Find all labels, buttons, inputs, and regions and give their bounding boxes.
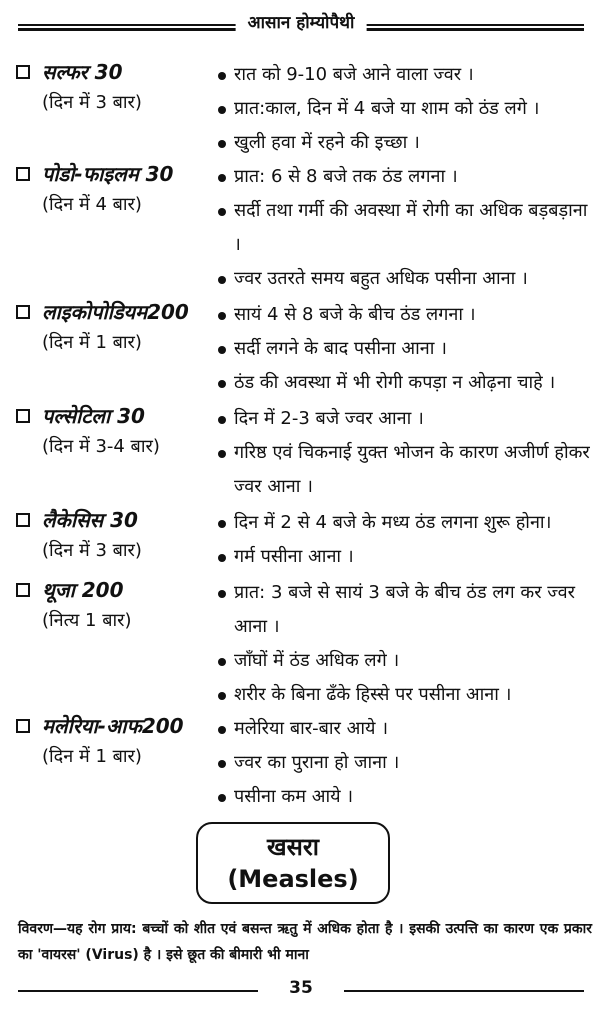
checkbox-icon — [16, 65, 30, 79]
remedy-dosage: (दिन में 1 बार) — [42, 746, 142, 767]
description-paragraph — [18, 916, 592, 968]
remedy-dosage: (दिन में 3-4 बार) — [42, 436, 160, 457]
checkbox-icon — [16, 513, 30, 527]
bullet-icon — [218, 72, 226, 80]
symptom-item: ज्वर उतरते समय बहुत अधिक पसीना आना । — [218, 262, 598, 296]
bullet-icon — [218, 658, 226, 666]
remedy-name: लाइकोपोडियम200 — [16, 298, 189, 325]
bullet-icon — [218, 276, 226, 284]
symptom-item: सर्दी तथा गर्मी की अवस्था में रोगी का अधिक बड़बड़ाना । — [218, 194, 598, 262]
remedy-dosage: (दिन में 3 बार) — [42, 540, 142, 561]
symptom-list — [218, 298, 598, 400]
bullet-icon — [218, 106, 226, 114]
symptom-item: सायं 4 से 8 बजे के बीच ठंड लगना । — [218, 298, 598, 332]
remedy-name: लैकेसिस 30 — [16, 506, 138, 533]
description-term: विवरण — [18, 921, 54, 937]
symptom-item: जाँघों में ठंड अधिक लगे । — [218, 644, 598, 678]
bullet-icon — [218, 590, 226, 598]
bullet-icon — [218, 794, 226, 802]
bullet-icon — [218, 450, 226, 458]
remedy-dosage: (नित्य 1 बार) — [42, 610, 132, 631]
bullet-icon — [218, 760, 226, 768]
symptom-list — [218, 576, 598, 712]
symptom-item: रात को 9-10 बजे आने वाला ज्वर । — [218, 58, 598, 92]
bullet-icon — [218, 312, 226, 320]
symptom-item: प्रात: 6 से 8 बजे तक ठंड लगना । — [218, 160, 598, 194]
section-title-english: (Measles) — [227, 865, 359, 893]
checkbox-icon — [16, 409, 30, 423]
section-title-hindi: खसरा — [267, 833, 319, 861]
remedy-name: सल्फर 30 — [16, 58, 123, 85]
bullet-icon — [218, 520, 226, 528]
symptom-item: प्रात:काल, दिन में 4 बजे या शाम को ठंड लगे । — [218, 92, 598, 126]
symptom-list — [218, 58, 598, 160]
bullet-icon — [218, 380, 226, 388]
section-title-box — [196, 822, 390, 904]
checkbox-icon — [16, 305, 30, 319]
symptom-item: प्रात: 3 बजे से सायं 3 बजे के बीच ठंड लग कर ज्वर आना । — [218, 576, 598, 644]
checkbox-icon — [16, 167, 30, 181]
bullet-icon — [218, 726, 226, 734]
remedy-name: थूजा 200 — [16, 576, 124, 603]
bullet-icon — [218, 554, 226, 562]
remedy-dosage: (दिन में 3 बार) — [42, 92, 142, 113]
symptom-item: दिन में 2-3 बजे ज्वर आना । — [218, 402, 598, 436]
symptom-item: सर्दी लगने के बाद पसीना आना । — [218, 332, 598, 366]
book-title: आसान होम्योपैथी — [236, 10, 367, 33]
bullet-icon — [218, 174, 226, 182]
remedy-name: पल्सेटिला 30 — [16, 402, 145, 429]
bullet-icon — [218, 140, 226, 148]
symptom-item: पसीना कम आये । — [218, 780, 598, 814]
symptom-item: मलेरिया बार-बार आये । — [218, 712, 598, 746]
symptom-item: ज्वर का पुराना हो जाना । — [218, 746, 598, 780]
page-footer — [18, 978, 584, 1002]
symptom-list — [218, 402, 598, 504]
footer-rule-right — [344, 990, 584, 992]
bullet-icon — [218, 208, 226, 216]
checkbox-icon — [16, 583, 30, 597]
symptom-item: खुली हवा में रहने की इच्छा । — [218, 126, 598, 160]
bullet-icon — [218, 416, 226, 424]
symptom-item: गर्म पसीना आना । — [218, 540, 598, 574]
bullet-icon — [218, 692, 226, 700]
symptom-item: गरिष्ठ एवं चिकनाई युक्त भोजन के कारण अजीर्ण होकर ज्वर आना । — [218, 436, 598, 504]
page-header — [18, 10, 584, 42]
symptom-list — [218, 712, 598, 814]
remedy-dosage: (दिन में 4 बार) — [42, 194, 142, 215]
symptom-item: ठंड की अवस्था में भी रोगी कपड़ा न ओढ़ना चाहे । — [218, 366, 598, 400]
remedy-name: पोडो-फाइलम 30 — [16, 160, 173, 187]
symptom-item: दिन में 2 से 4 बजे के मध्य ठंड लगना शुरू होना। — [218, 506, 598, 540]
remedy-name: मलेरिया-आफ200 — [16, 712, 184, 739]
remedy-dosage: (दिन में 1 बार) — [42, 332, 142, 353]
symptom-item: शरीर के बिना ढँके हिस्से पर पसीना आना । — [218, 678, 598, 712]
checkbox-icon — [16, 719, 30, 733]
symptom-list — [218, 160, 598, 296]
symptom-list — [218, 506, 598, 574]
description-text: —यह रोग प्राय: बच्चों को शीत एवं बसन्त ऋतु में अधिक होता है । इसकी उत्पत्ति का कारण एक प्रकार का 'वायरस' (Virus) है । इसे छूत की बीमारी भी माना — [18, 921, 592, 963]
page-number: 35 — [289, 978, 313, 998]
bullet-icon — [218, 346, 226, 354]
